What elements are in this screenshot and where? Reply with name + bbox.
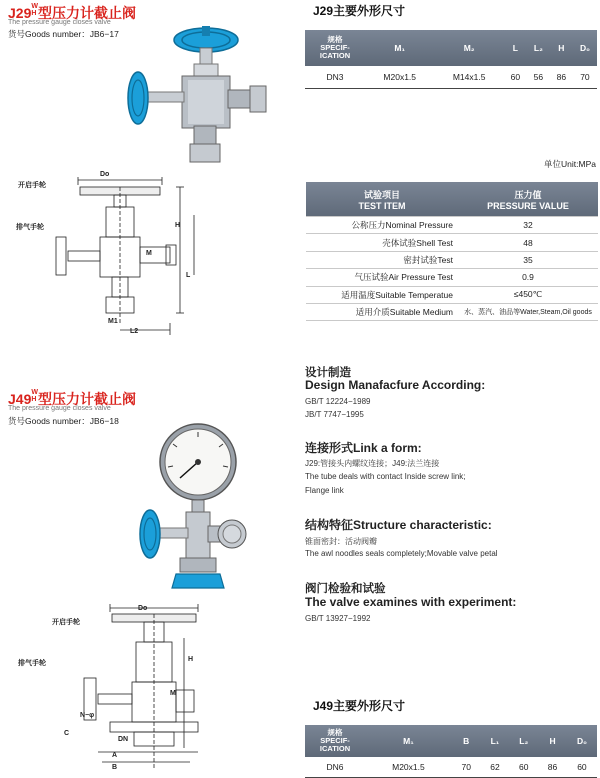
perf-item: 公称压力Nominal Pressure [306,217,458,234]
j49-title-subletter: H [31,396,37,403]
perf-header-row [306,182,598,217]
j29-col-h: H [558,43,565,53]
j49-dim-nphi: N−φ [80,712,95,719]
j49-dim-a: A [112,752,118,759]
j29-table-title: J29主要外形尺寸 [313,4,406,18]
j29-col-m1: M₁ [394,43,406,53]
j29-cell-m2: M14x1.5 [434,66,503,89]
j29-dim-l2: L2 [130,328,139,335]
j49-cell-h: 86 [538,757,567,778]
j29-goods-number: 货号Goods number：JB6−17 [8,29,119,39]
perf-value: 32 [458,217,598,234]
j49-title-main: J49 [8,391,32,407]
j49-col-d0: D₀ [576,736,587,746]
perf-row [306,286,598,303]
j49-table-row [305,757,597,778]
j49-cell-m1: M20x1.5 [365,757,452,778]
j29-col-spec: 规格 SPECIF- ICATION [319,35,351,60]
j29-title-wh [31,3,38,17]
perf-item: 密封试验Test [306,251,458,268]
perf-item: 适用介质Suitable Medium [306,303,458,320]
j29-title-subletter: H [31,10,37,17]
perf-header-value-cn: 压力值 [514,189,542,200]
j49-col-l1: L₁ [490,736,500,746]
perf-value: 0.9 [458,269,598,286]
link-heading: 连接形式Link a form: [305,441,422,455]
j49-dim-m: M [170,690,176,697]
j49-col-h: H [549,736,556,746]
j49-col-l2: L₂ [519,736,529,746]
j49-cell-d0: 60 [567,757,597,778]
perf-header-value-en: PRESSURE VALUE [487,200,569,211]
j29-table-header-row [305,30,597,66]
perf-value: ≤450℃ [458,286,598,303]
perf-row [306,251,598,268]
link-line: J29:管接头内螺纹连接；J49:法兰连接 [305,459,440,468]
perf-row [306,303,598,320]
performance-table [306,182,598,321]
j49-cell-l2: 60 [509,757,538,778]
perf-item: 壳体试验Shell Test [306,234,458,251]
j49-cell-spec: DN6 [305,757,365,778]
examine-standard: GB/T 13927−1992 [305,614,371,623]
j29-dim-m1: M1 [108,318,118,325]
link-line: Flange link [305,486,344,495]
j29-valve-photo [118,18,278,173]
j29-dim-h: H [175,222,181,229]
j29-label-open-wheel: 开启手轮 [18,182,46,189]
perf-header-item [306,182,458,217]
j29-cell-d0: 70 [573,66,597,89]
j29-dimension-table [305,30,597,89]
j29-table-row [305,66,597,89]
j49-cell-l1: 62 [481,757,510,778]
j49-title-sup: W [31,389,38,396]
j49-col-m1: M₁ [403,736,414,746]
j29-cell-l: 60 [504,66,527,89]
j29-col-m2: M₂ [463,43,475,53]
j49-title-rest: 型压力计截止阀 [37,391,136,407]
design-standard: GB/T 12224−1989 [305,397,371,406]
j29-technical-drawing [40,175,200,340]
perf-value: 水、蒸汽、油品等Water,Steam,Oil goods [458,303,598,320]
j49-label-open-wheel: 开启手轮 [52,619,80,626]
perf-row [306,234,598,251]
j49-valve-photo [128,422,258,594]
design-heading-cn: 设计制造 [305,367,351,379]
j49-cell-b: 70 [452,757,481,778]
examine-heading-cn: 阀门检验和试验 [305,583,386,595]
perf-header-item-en: TEST ITEM [358,200,406,211]
j29-title-sup: W [31,3,38,10]
j29-label-vent-wheel: 排气手轮 [16,224,44,231]
j49-dim-dn: DN [118,736,129,743]
j49-subtitle: The pressure gauge closes valve [8,405,111,412]
j29-cell-spec: DN3 [305,66,365,89]
structure-line: 锥面密封：活动阀瓣 [305,537,377,546]
j49-dim-b: B [112,764,118,771]
examine-heading-en: The valve examines with experiment: [305,595,517,609]
j29-dim-do: Do [100,171,110,178]
j29-cell-h: 86 [550,66,573,89]
design-heading-en: Design Manafacfure According: [305,378,486,392]
j29-col-d0: D₀ [579,43,590,53]
j29-title-rest: 型压力计截止阀 [37,5,136,21]
perf-row [306,269,598,286]
j29-col-l: L [512,43,518,53]
j49-table-title: J49主要外形尺寸 [313,699,406,713]
perf-row [306,217,598,234]
structure-line: The awl noodles seals completely;Movable valve petal [305,549,498,558]
j49-dim-c: C [64,730,70,737]
perf-header-value [458,182,598,217]
structure-heading: 结构特征Structure characteristic: [305,518,492,532]
j49-title-wh [31,389,38,403]
perf-item: 适用温度Suitable Temperatue [306,286,458,303]
j49-table-header-row [305,725,597,757]
perf-value: 35 [458,251,598,268]
j29-title-main: J29 [8,5,32,21]
j29-subtitle: The pressure gauge closes valve [8,19,111,26]
j49-dim-do: Do [138,605,148,612]
perf-item: 气压试验Air Pressure Test [306,269,458,286]
j49-dim-h: H [188,656,194,663]
j49-label-vent-wheel: 排气手轮 [18,660,46,667]
link-line: The tube deals with contact Inside screw link; [305,472,466,481]
perf-value: 48 [458,234,598,251]
j29-dim-m: M [146,250,152,257]
j49-col-spec: 规格 SPECIF- ICATION [319,728,351,753]
perf-header-item-cn: 试验项目 [363,189,400,200]
j49-goods-number: 货号Goods number：JB6−18 [8,416,119,426]
unit-label: 单位Unit:MPa [544,159,596,169]
design-standard: JB/T 7747−1995 [305,410,364,419]
j29-cell-m1: M20x1.5 [365,66,434,89]
j29-dim-l: L [186,272,191,279]
j29-cell-l2: 56 [527,66,550,89]
j49-col-b: B [463,736,470,746]
j49-dimension-table [305,725,597,778]
j29-col-l2: L₂ [533,43,543,53]
